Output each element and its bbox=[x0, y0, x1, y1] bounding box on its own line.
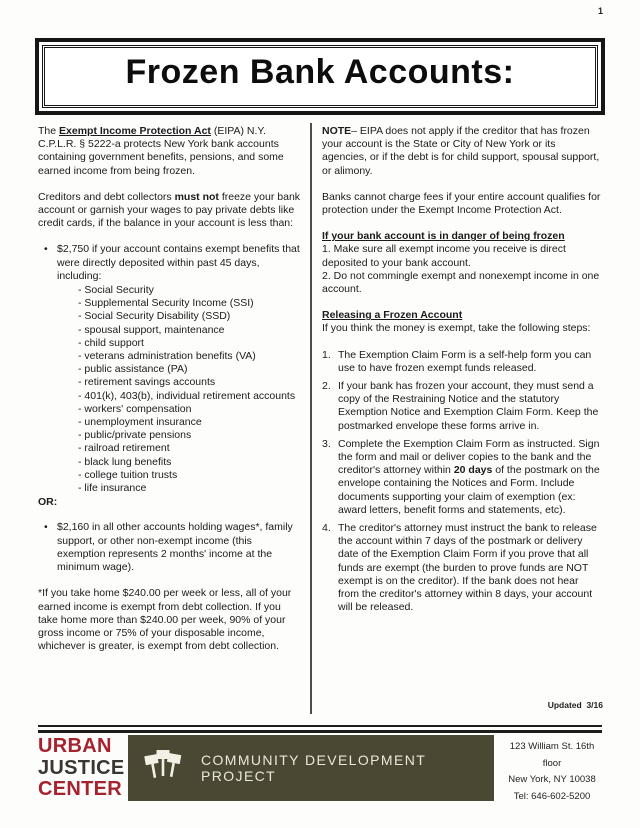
creditors-paragraph bbox=[38, 191, 302, 231]
list-item: - veterans administration benefits (VA) bbox=[78, 350, 256, 363]
list-item: - retirement savings accounts bbox=[78, 376, 216, 389]
column-divider bbox=[310, 123, 312, 714]
eipa-act-name: Exempt Income Protection Act bbox=[59, 125, 211, 137]
logo-line-justice: JUSTICE bbox=[38, 756, 125, 779]
bullet-text: $2,750 if your account contains exempt benefits that were directly deposited within past 45 days, including: bbox=[57, 243, 300, 282]
step-text bbox=[338, 349, 602, 375]
list-item: - Social Security bbox=[78, 284, 154, 297]
logo-line-center: CENTER bbox=[38, 778, 123, 800]
updated-date: Updated 3/16 bbox=[547, 700, 603, 710]
page-number: 1 bbox=[597, 6, 603, 16]
list-item: - railroad retirement bbox=[78, 442, 170, 455]
list-item: - Supplemental Security Income (SSI) bbox=[78, 297, 254, 310]
step-text bbox=[338, 522, 602, 614]
bullet-2160 bbox=[44, 521, 302, 574]
danger-step-2: 2. Do not commingle exempt and nonexempt income in one account. bbox=[322, 269, 600, 296]
must-not-emphasis: must not bbox=[174, 190, 219, 203]
right-column bbox=[322, 125, 602, 620]
danger-step-1: 1. Make sure all exempt income you receive is direct deposited to your bank account. bbox=[322, 243, 566, 269]
list-item: - unemployment insurance bbox=[78, 416, 202, 429]
list-item: - public/private pensions bbox=[78, 429, 192, 442]
eipa-intro-paragraph bbox=[38, 125, 302, 178]
bank-fees-paragraph: Banks cannot charge fees if your entire account qualifies for protection under the Exempt Income Protection Act. bbox=[322, 190, 601, 217]
list-item: - college tuition trusts bbox=[78, 468, 178, 481]
left-column bbox=[38, 125, 302, 666]
title-inner-border bbox=[42, 45, 598, 108]
logo-line-urban: URBAN bbox=[38, 735, 112, 757]
numbered-step bbox=[322, 438, 602, 517]
list-item: - 401(k), 403(b), individual retirement accounts bbox=[78, 389, 296, 402]
footer-divider bbox=[38, 725, 602, 733]
community-development-banner bbox=[128, 735, 494, 801]
step-text-segment: The Exemption Claim Form is a self-help form you can use to have frozen exempt funds released. bbox=[338, 348, 592, 374]
picket-signs-icon bbox=[143, 746, 183, 790]
paragraph-text: The bbox=[38, 125, 60, 137]
document-title: Frozen Bank Accounts: bbox=[125, 53, 515, 91]
address-line: floor bbox=[542, 757, 562, 769]
danger-heading: If your bank account is in danger of being frozen bbox=[322, 230, 565, 243]
paragraph-text: (EIPA) N.Y. C.P.L.R. § 5222-a protects New York bank accounts containing government benefits, pensions, and some earned income from being frozen. bbox=[38, 125, 284, 177]
releasing-intro: If you think the money is exempt, take the following steps: bbox=[322, 322, 591, 335]
paragraph-text: freeze your bank account or garnish your wages to pay private debts like credit cards, if the balance in your account is less than: bbox=[38, 190, 301, 230]
step-text bbox=[338, 438, 602, 517]
program-name: COMMUNITY DEVELOPMENT PROJECT bbox=[201, 752, 426, 784]
list-item: - black lung benefits bbox=[78, 455, 172, 468]
list-item: - public assistance (PA) bbox=[78, 363, 188, 376]
step-text-segment: If your bank has frozen your account, they must send a copy of the Restraining Notice and the statutory Exemption Notice and Exemption Claim Form. Keep the postmarked envelope these forms arrive in. bbox=[338, 380, 599, 432]
note-emphasis: NOTE bbox=[322, 125, 352, 137]
address-block bbox=[496, 739, 608, 805]
step-text-segment: of the postmark on the envelope containing the Notices and Form. Include documents supporting your claim of exemption (ex: award letters, benefit forms and statements, etc). bbox=[338, 464, 600, 516]
paragraph-text: Creditors and debt collectors bbox=[38, 190, 175, 203]
title-box bbox=[35, 38, 605, 115]
releasing-heading: Releasing a Frozen Account bbox=[322, 309, 463, 322]
address-line: Tel: 646-602-5200 bbox=[513, 790, 591, 802]
release-steps-list bbox=[322, 349, 602, 615]
numbered-step bbox=[322, 349, 602, 375]
address-line: 123 William St. 16th bbox=[509, 741, 595, 752]
step-number: 3. bbox=[322, 437, 331, 450]
step-bold-segment: 20 days bbox=[453, 464, 493, 477]
step-text-segment: The creditor's attorney must instruct the bank to release the account within 7 days of the postmark or delivery date of the Exemption Claim Form if you prove that all funds are exempt (the burden to prove funds are NOT exempt is on the creditor). If the bank does not hear from the creditor's attorney within 8 days, your account will be released. bbox=[338, 522, 597, 614]
or-label: OR: bbox=[38, 496, 58, 509]
note-paragraph bbox=[322, 125, 602, 178]
numbered-step bbox=[322, 522, 602, 614]
exempt-benefits-list bbox=[78, 284, 302, 495]
bullet-text: $2,160 in all other accounts holding wages*, family support, or other non-exempt income (this exemption represents 2 months' income at the minimum wage). bbox=[57, 521, 293, 574]
step-text bbox=[338, 380, 602, 433]
list-item: - life insurance bbox=[78, 482, 147, 495]
bullet-icon: • bbox=[44, 243, 48, 256]
address-line: New York, NY 10038 bbox=[508, 774, 596, 785]
step-number: 1. bbox=[322, 348, 331, 361]
numbered-step bbox=[322, 380, 602, 433]
list-item: - spousal support, maintenance bbox=[78, 323, 225, 336]
ujc-logo bbox=[38, 736, 128, 801]
paragraph-text: – EIPA does not apply if the creditor that has frozen your account is the State or City of New York or its agencies, or if the debt is for child support, spousal support, or alimony. bbox=[322, 125, 600, 177]
bullet-icon: • bbox=[44, 521, 48, 534]
step-number: 4. bbox=[322, 522, 331, 535]
step-text-segment: Complete the Exemption Claim Form as instructed. Sign the form and mail or deliver copies to the bank and the creditor's attorney within bbox=[338, 437, 600, 477]
step-number: 2. bbox=[322, 380, 331, 393]
bullet-2750 bbox=[44, 243, 302, 283]
list-item: - Social Security Disability (SSD) bbox=[78, 310, 231, 323]
list-item: - child support bbox=[78, 336, 144, 349]
wage-footnote: *If you take home $240.00 per week or less, all of your earned income is exempt from debt collection. If you take home more than $240.00 per week, 90% of your gross income or 75% of your disposable income, whichever is greater, is exempt from debt collection. bbox=[38, 587, 292, 653]
list-item: - workers' compensation bbox=[78, 402, 192, 415]
